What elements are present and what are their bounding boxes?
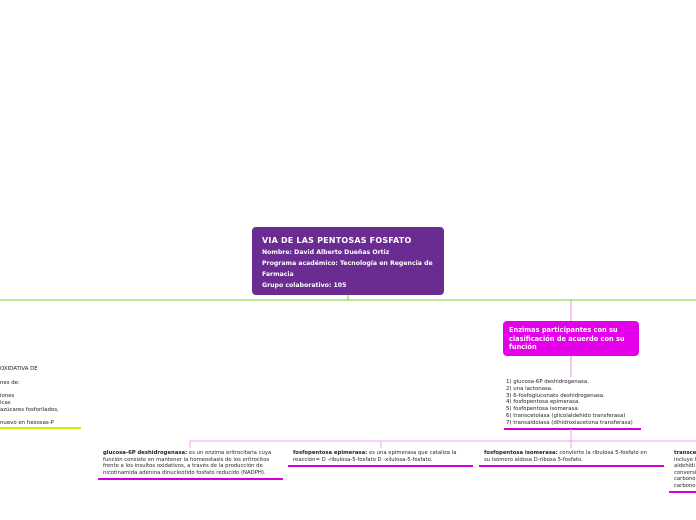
list-item: 3) 6-fosfogluconato deshidrogenasa. (506, 392, 605, 399)
central-line-4: Grupo colaborativo: 105 (262, 282, 347, 289)
description-text: función consiste en mantener la homeostasis de los eritrocitos (103, 456, 270, 463)
description-text: aldehídi (674, 463, 696, 470)
enzyme-list[interactable] (506, 379, 633, 427)
description-text: convierte la ribulosa 5-fosfato en (557, 450, 648, 456)
description-text: carbono (674, 482, 696, 489)
description-text: su isómero aldosa D-ribosa 5-fosfato. (484, 456, 583, 463)
list-item: 6) transcetolasa (glicolaldehido transferasa) (506, 412, 626, 419)
left-fragment-line: OXIDATIVA DE (0, 366, 38, 372)
description-text: incluye l (674, 456, 696, 463)
central-line-1: Nombre: David Alberto Dueñas Ortiz (262, 249, 390, 256)
description-text: es una epimerasa que cataliza la (367, 450, 457, 456)
description-term: fosfopentosa isomerasa: (484, 450, 558, 456)
left-fragment-line: azúcares fosforilados, (0, 406, 59, 413)
description-text: reacción= D -ribulosa-5-fosfato D -xilulosa-5-fosfato. (293, 456, 433, 463)
description-text: conversi (674, 469, 696, 476)
central-line-2: Programa académico: Tecnología en Regencia de (262, 260, 433, 267)
description-isomerasa[interactable] (484, 450, 660, 463)
central-title: VIA DE LAS PENTOSAS FOSFATO (262, 236, 412, 245)
description-term: fosfopentosa epimerasa: (293, 450, 368, 456)
central-topic-node[interactable] (252, 227, 444, 295)
left-fragment-line: icas (0, 399, 11, 406)
list-item: 1) glucosa-6P deshidrogenasa. (506, 379, 589, 385)
left-fragment-line (0, 386, 59, 393)
description-text: carbono (674, 476, 696, 483)
left-fragment-line: iones (0, 393, 15, 400)
central-line-3: Farmacia (262, 271, 294, 278)
enzymes-node-label: Enzimas participantes con su clasificación de acuerdo con su función (509, 326, 625, 351)
description-text: nicotinamida adenina dinucleótido fosfato reducido (NADPH). (103, 469, 266, 476)
description-term: transce (674, 450, 696, 456)
list-item: 7) transaldolasa (dihidroxiacetona transferasa) (506, 419, 633, 426)
description-epimerasa[interactable] (293, 450, 468, 463)
list-item: 4) fosfopentosa epimerasa. (506, 399, 580, 406)
list-item: 5) fosfopentosa isomerasa. (506, 406, 580, 413)
enzymes-topic-node[interactable] (503, 321, 639, 356)
left-fragment-line (0, 414, 59, 421)
description-term: glucosa-6P deshidrogenasa: (103, 450, 188, 456)
left-fragment-node[interactable] (0, 366, 59, 427)
left-fragment-line: nuevo en hexosas-P (0, 420, 54, 427)
description-text: frente a los insultos oxidativos, a través de la producción de (103, 463, 263, 470)
description-text: es un enzima eritrocitaria cuya (187, 450, 272, 456)
list-item: 2) una lactonasa. (506, 385, 553, 392)
left-fragment-line (0, 373, 59, 380)
left-fragment-line: nes de: (0, 379, 20, 386)
description-transcetolasa[interactable] (674, 450, 696, 490)
description-glucosa-6p[interactable] (103, 450, 283, 476)
